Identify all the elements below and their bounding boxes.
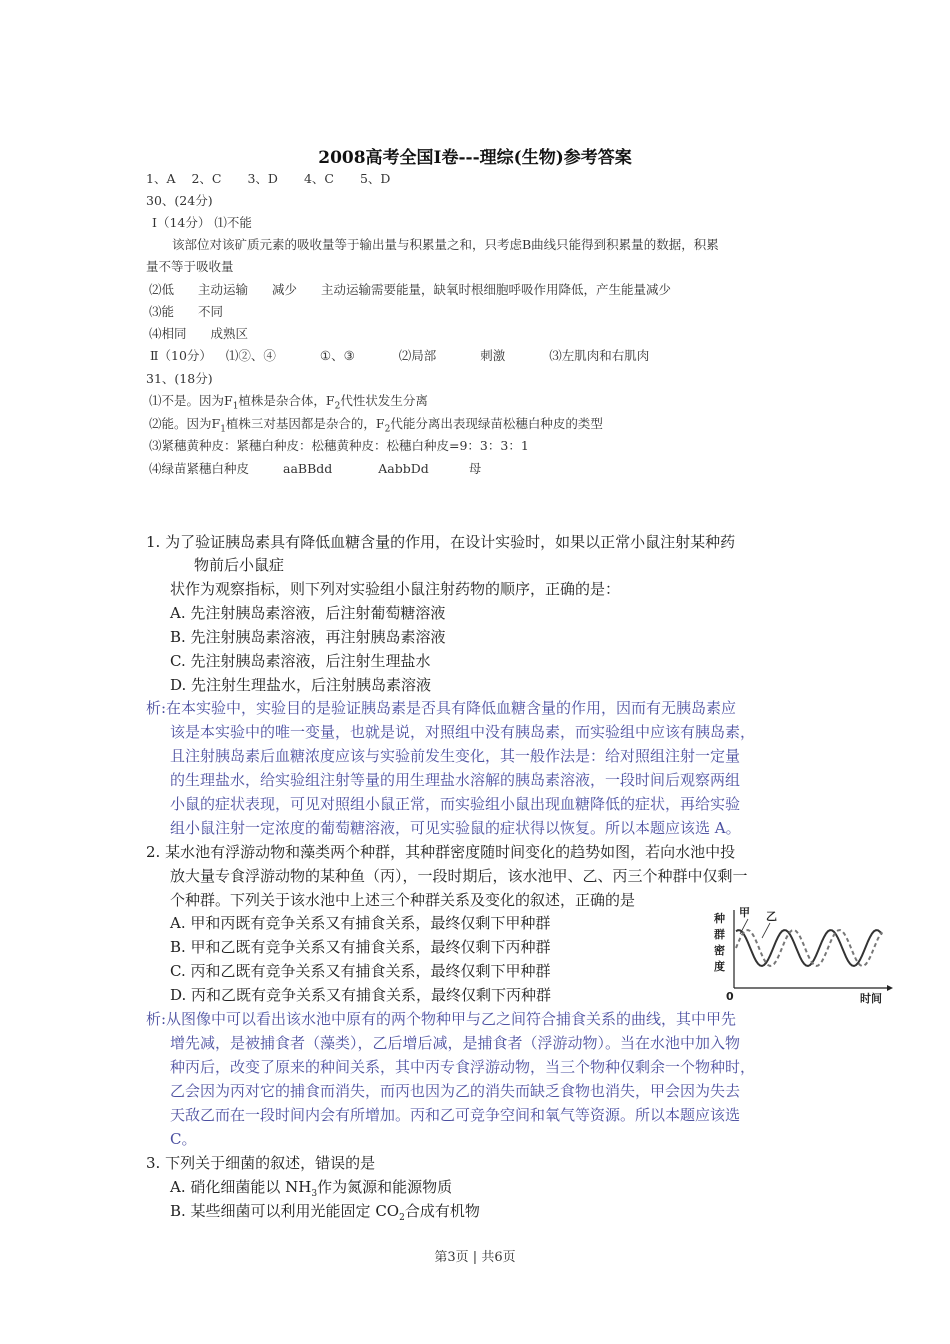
q3-option-b: [170, 1201, 480, 1228]
q30-3-a: ⑶能: [149, 304, 175, 319]
q31-4-c: AabbDd: [378, 461, 429, 476]
q2-option-a: A. 甲和丙既有竞争关系又有捕食关系，最终仅剩下甲种群: [170, 914, 551, 932]
q30-2-d: 主动运输需要能量，缺氧时根细胞呼吸作用降低，产生能量减少: [321, 282, 672, 297]
answer-2: 2、C: [191, 171, 222, 186]
q2-analysis-line5: 天敌乙而在一段时间内会有所增加。丙和乙可竞争空间和氧气等资源。所以本题应该选: [170, 1106, 741, 1124]
q31-1-pre: ⑴不是。因为F: [149, 393, 233, 408]
q3-b-sub: 2: [399, 1213, 405, 1223]
xlabel: 时间: [860, 992, 882, 1005]
q30-part2: [150, 348, 649, 364]
q30-3-b: 不同: [198, 304, 224, 319]
q1-analysis-line5: 小鼠的症状表现，可见对照组小鼠正常，而实验组小鼠出现血糖降低的症状，再给实验: [170, 795, 741, 813]
q2-option-c: C. 丙和乙既有竞争关系又有捕食关系，最终仅剩下甲种群: [170, 962, 551, 980]
ylabel-char-2: 群: [714, 928, 725, 941]
q31-item3: ⑶紧穗黄种皮：紧穗白种皮：松穗黄种皮：松穗白种皮=9：3：3：1: [149, 438, 529, 453]
q2-analysis-line3: 种丙后，改变了原来的种间关系，其中丙专食浮游动物，当三个物种仅剩余一个物种时，: [170, 1058, 756, 1076]
q30-ii-b: ⑴②、④: [225, 348, 276, 363]
q1-analysis-line4: 的生理盐水，给实验组注射等量的用生理盐水溶解的胰岛素溶液，一段时间后观察两组: [170, 771, 741, 789]
population-density-graph: [712, 902, 897, 1007]
q2-analysis-line4: 乙会因为丙对它的捕食而消失，而丙也因为乙的消失而缺乏食物也消失，甲会因为失去: [170, 1082, 741, 1100]
q1-analysis-line1: 析:在本实验中，实验目的是验证胰岛素是否具有降低血糖含量的作用，因而有无胰岛素应: [146, 699, 737, 717]
q31-1-post: 代性状发生分离: [340, 393, 428, 408]
q30-ii-e: 刺激: [480, 348, 506, 363]
curve-jia: [736, 930, 882, 966]
q1-stem-line1: 1. 为了验证胰岛素具有降低血糖含量的作用，在设计实验时，如果以正常小鼠注射某种药: [146, 533, 736, 551]
q30-2-b: 主动运输: [198, 282, 249, 297]
q3-stem: 3. 下列关于细菌的叙述，错误的是: [146, 1154, 376, 1172]
answer-3: 3、D: [247, 171, 278, 186]
q3-a-sub: 3: [311, 1189, 318, 1199]
q31-1-sub2: 2: [334, 401, 341, 412]
page-title: 2008高考全国Ⅰ卷---理综(生物)参考答案: [318, 148, 632, 168]
q2-analysis-line2: 增先减，是被捕食者（藻类），乙后增后减，是捕食者（浮游动物）。当在水池中加入物: [170, 1034, 741, 1052]
answer-5: 5、D: [359, 171, 391, 186]
pointer-jia: [740, 919, 748, 934]
q31-4-a: ⑷绿苗紧穗白种皮: [149, 461, 250, 476]
q30-part1-header: Ⅰ（14分） ⑴不能: [152, 215, 252, 230]
q3-a-post: 作为氮源和能源物质: [317, 1178, 453, 1196]
q3-b-post: 合成有机物: [404, 1202, 480, 1220]
ylabel-char-4: 度: [714, 960, 725, 973]
q31-1-mid: 植株是杂合体，F: [238, 393, 335, 408]
q1-option-d: D. 先注射生理盐水，后注射胰岛素溶液: [170, 676, 432, 694]
q30-4-b: 成熟区: [210, 326, 249, 341]
q2-stem-line3: 个种群。下列关于该水池中上述三个种群关系及变化的叙述，正确的是: [170, 891, 636, 909]
q31-item4: [149, 461, 481, 477]
q3-a-pre: A. 硝化细菌能以 NH: [170, 1178, 312, 1196]
ylabel-char-3: 密: [714, 944, 725, 957]
q30-part1-explanation-b: 量不等于吸收量: [146, 259, 234, 274]
q2-analysis-line1: 析:从图像中可以看出该水池中原有的两个物种甲与乙之间符合捕食关系的曲线，其中甲先: [146, 1010, 737, 1028]
q31-header: 31、(18分): [146, 371, 213, 386]
q30-part1-explanation-a: 该部位对该矿质元素的吸收量等于输出量与积累量之和，只考虑B曲线只能得到积累量的数据，积累: [172, 237, 719, 252]
q30-2-a: ⑵低: [149, 282, 175, 297]
label-jia: 甲: [739, 906, 750, 919]
q31-1-sub1: 1: [232, 401, 239, 412]
q30-2-c: 减少: [272, 282, 298, 297]
q30-part1-item3: [149, 304, 223, 320]
pointer-yi: [762, 923, 770, 938]
q31-2-pre: ⑵能。因为F: [149, 416, 221, 431]
q1-option-c: C. 先注射胰岛素溶液，后注射生理盐水: [170, 652, 431, 670]
q1-stem-line3: 状作为观察指标，则下列对实验组小鼠注射药物的顺序，正确的是：: [170, 580, 621, 598]
q31-2-sub2: 2: [384, 424, 391, 435]
q31-2-post: 代能分离出表现绿苗松穗白种皮的类型: [390, 416, 603, 431]
q30-part1-item2: [149, 282, 671, 298]
origin-label: 0: [726, 990, 734, 1003]
q1-stem-line2: 物前后小鼠症: [194, 556, 285, 574]
q3-b-pre: B. 某些细菌可以利用光能固定 CO: [170, 1202, 400, 1220]
q31-2-mid: 植株三对基因都是杂合的，F: [225, 416, 385, 431]
q2-option-b: B. 甲和乙既有竞争关系又有捕食关系，最终仅剩下丙种群: [170, 938, 551, 956]
q1-analysis-line2: 该是本实验中的唯一变量，也就是说，对照组中没有胰岛素，而实验组中应该有胰岛素，: [170, 723, 756, 741]
q2-stem-line2: 放大量专食浮游动物的某种鱼（丙），一段时期后，该水池甲、乙、丙三个种群中仅剩一: [170, 867, 748, 885]
x-axis-arrow: [887, 985, 893, 991]
q30-ii-a: Ⅱ（10分）: [150, 348, 212, 363]
q1-analysis-line6: 组小鼠注射一定浓度的葡萄糖溶液，可见实验鼠的症状得以恢复。所以本题应该选 A。: [170, 819, 741, 837]
answer-4: 4、C: [303, 171, 334, 186]
q30-ii-d: ⑵局部: [398, 348, 437, 363]
q31-2-sub1: 1: [220, 424, 226, 435]
label-yi: 乙: [766, 910, 777, 923]
q30-ii-f: ⑶左肌肉和右肌肉: [549, 348, 650, 363]
q2-stem-line1: 2. 某水池有浮游动物和藻类两个种群，其种群密度随时间变化的趋势如图，若向水池中投: [146, 843, 736, 861]
q30-4-a: ⑷相同: [149, 326, 187, 341]
q3-option-a: [170, 1177, 452, 1204]
q31-item1: [149, 393, 428, 415]
q31-4-d: 母: [468, 461, 482, 476]
q2-option-d: D. 丙和乙既有竞争关系又有捕食关系，最终仅剩下丙种群: [170, 986, 552, 1004]
q1-option-a: A. 先注射胰岛素溶液，后注射葡萄糖溶液: [170, 604, 446, 622]
choice-answers-line: [146, 171, 390, 187]
q31-item2: [149, 416, 603, 438]
q30-ii-c: ①、③: [319, 348, 355, 363]
q1-analysis-line3: 且注射胰岛素后血糖浓度应该与实验前发生变化，其一般作法是：给对照组注射一定量: [170, 747, 741, 765]
page-footer: 第3页 | 共6页: [434, 1250, 516, 1265]
q30-part1-item4: [149, 326, 248, 342]
q1-option-b: B. 先注射胰岛素溶液，再注射胰岛素溶液: [170, 628, 446, 646]
q2-analysis-line6: C。: [170, 1130, 197, 1148]
q31-4-b: aaBBdd: [283, 461, 333, 476]
ylabel-char-1: 种: [714, 912, 725, 925]
answer-1: 1、A: [146, 171, 176, 186]
q30-header: 30、(24分): [146, 193, 213, 208]
